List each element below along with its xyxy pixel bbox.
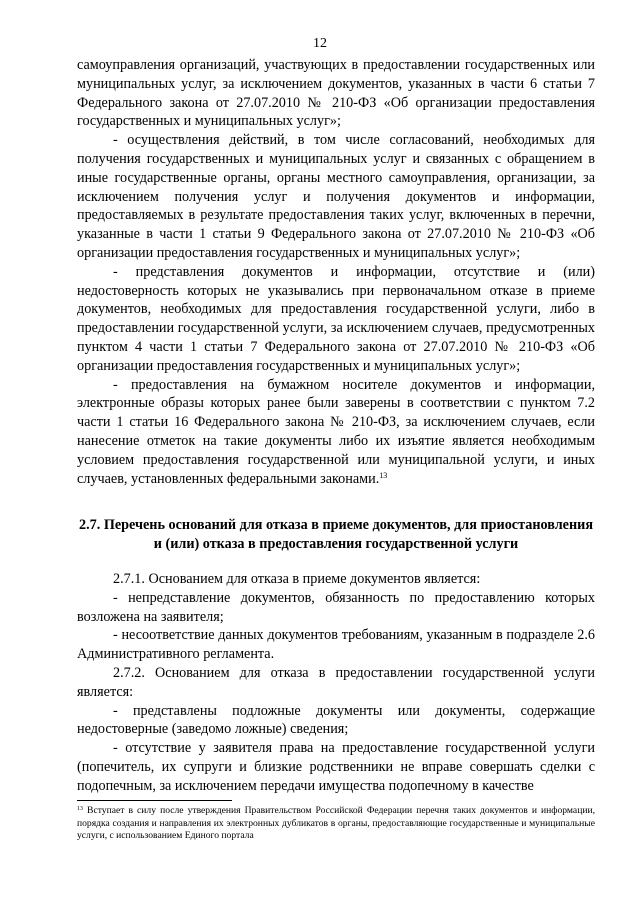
list-item-actions: - осуществления действий, в том числе согласований, необходимых для получения государственных и муниципальных услуг и связанных с обращением в иные государственные органы, органы местного самоуправления, организации, за исключением получения услуг и получения документов и информации, предоставляемых в результате предоставления таких услуг, включенных в перечни, указанные в части 1 статьи 9 Федерального закона от 27.07.2010 № 210-ФЗ «Об организации предоставления государственных и муниципальных услуг»; — [77, 132, 595, 261]
footnote-text: Вступает в силу после утверждения Правительством Российской Федерации перечня таких документов и информации, порядка создания и направления их электронных дубликатов в органы, предоставляющие государственные и муниципальные услуги, с использованием Единого портала — [77, 805, 595, 842]
footnote-marker: 13 — [77, 806, 83, 812]
footnote — [77, 805, 595, 843]
clause-2-7-2-item-1: - представлены подложные документы или документы, содержащие недостоверные (заведомо ложные) сведения; — [77, 702, 595, 738]
paragraph-continuation: самоуправления организаций, участвующих в предоставлении государственных или муниципальных услуг, за исключением документов, указанных в части 6 статьи 7 Федерального закона от 27.07.2010 № 210-ФЗ «Об организации предоставления государственных и муниципальных услуг»; — [77, 57, 595, 130]
footnote-separator — [77, 800, 232, 801]
clause-2-7-2-item-2: - отсутствие у заявителя права на предоставление государственной услуги (попечитель, их супруги и близкие родственники не вправе совершать сделки с подопечным, за исключением передачи имущества подопечному в качестве — [77, 740, 595, 794]
list-item-documents-info: - представления документов и информации, отсутствие и (или) недостоверность которых не указывались при первоначальном отказе в приеме документов, необходимых для предоставления государственной услуги, либо в предоставлении государственной услуги, за исключением случаев, предусмотренных пунктом 4 части 1 статьи 7 Федерального закона от 27.07.2010 № 210-ФЗ «Об организации предоставления государственных и муниципальных услуг»; — [77, 263, 595, 374]
footnote-reference: 13 — [379, 470, 388, 480]
clause-2-7-1: 2.7.1. Основанием для отказа в приеме документов является: — [113, 570, 481, 587]
clause-2-7-1-item-1: - непредставление документов, обязанность по предоставлению которых возложена на заявителя; — [77, 589, 595, 625]
page-number: 12 — [313, 36, 327, 51]
list-item-paper-documents — [77, 376, 595, 489]
document-body — [77, 56, 595, 795]
clause-2-7-2: 2.7.2. Основанием для отказа в предоставлении государственной услуги является: — [77, 664, 595, 700]
clause-2-7-1-item-2: - несоответствие данных документов требованиям, указанным в подразделе 2.6 Административного регламента. — [77, 627, 595, 663]
list-item-paper-documents-text: - предоставления на бумажном носителе документов и информации, электронные образы которых ранее были заверены в соответствии с пунктом 7.2 части 1 статьи 16 Федерального закона № 210-ФЗ, за исключением случаев, если нанесение отметок на такие документы либо их изъятие является необходимым условием предоставления государственной или муниципальной услуги, и иных случаев, установленных федеральными законами. — [77, 376, 595, 487]
section-heading: 2.7. Перечень оснований для отказа в приеме документов, для приостановления и (или) отказа в предоставления государственной услуги — [79, 517, 593, 553]
